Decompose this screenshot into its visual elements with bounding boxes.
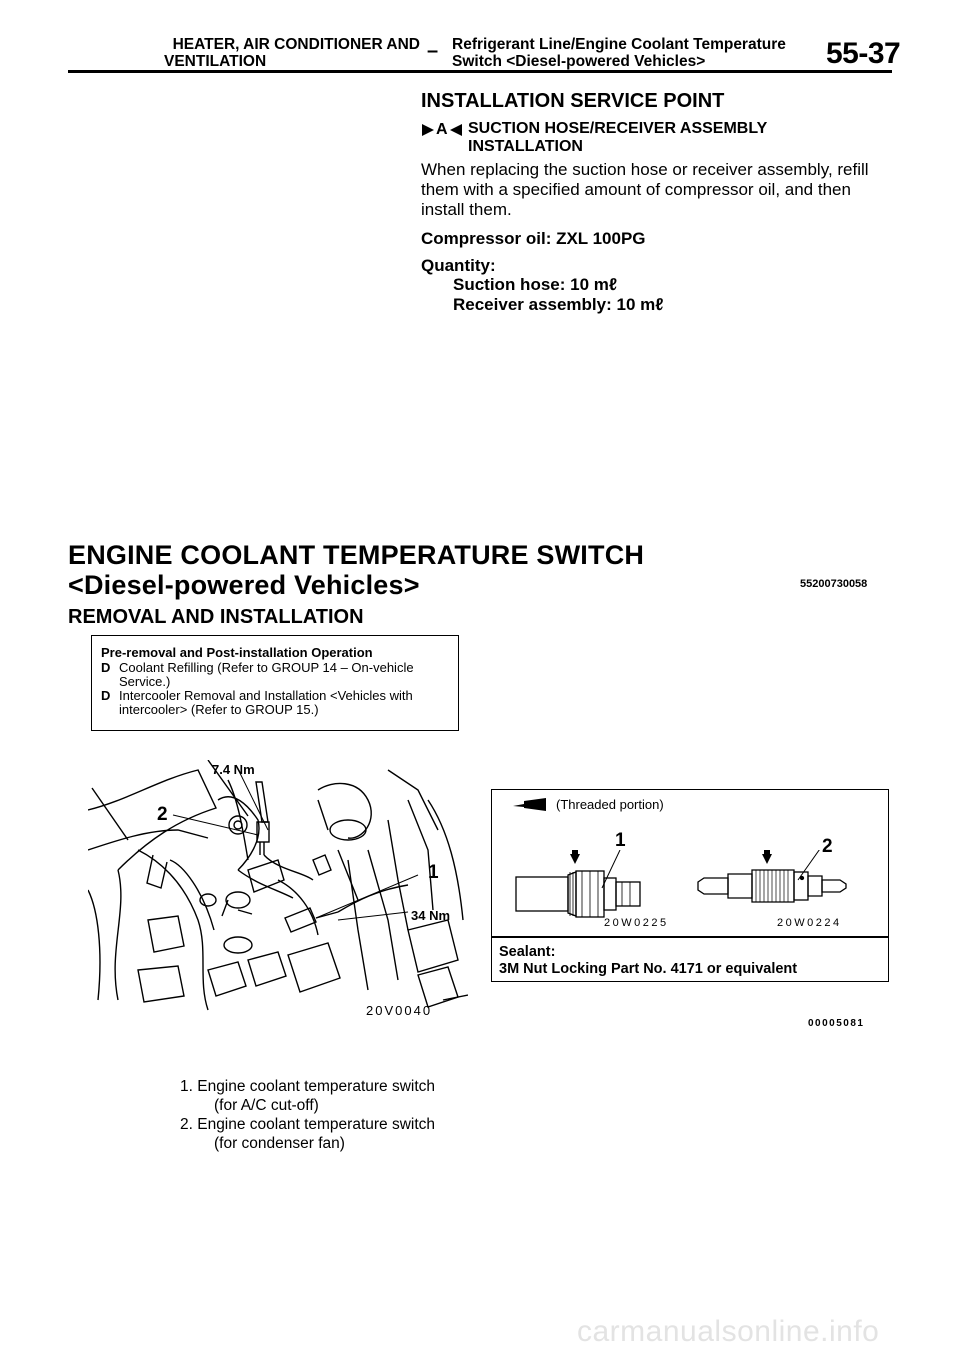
engine-callout-2: 2 bbox=[157, 804, 168, 825]
service-point-subtitle bbox=[468, 120, 767, 156]
service-point-letter: A bbox=[436, 121, 448, 138]
sealant-spec: 3M Nut Locking Part No. 4171 or equivalent bbox=[499, 961, 798, 977]
switch-1-code: 20W0225 bbox=[604, 917, 669, 929]
section-title-line2: <Diesel-powered Vehicles> bbox=[68, 570, 420, 600]
header-right-line2: Switch <Diesel-powered Vehicles> bbox=[452, 53, 706, 70]
page-number: 55-37 bbox=[826, 37, 901, 70]
legend-item-2-sub: (for condenser fan) bbox=[214, 1135, 345, 1152]
threaded-portion-label: (Threaded portion) bbox=[556, 797, 664, 812]
quantity-label: Quantity: bbox=[421, 256, 496, 275]
watermark: carmanualsonline.info bbox=[577, 1315, 880, 1348]
operation-item-1-line2: Service.) bbox=[119, 674, 171, 689]
triangle-left-icon bbox=[449, 123, 463, 137]
figure-code: 00005081 bbox=[808, 1018, 865, 1029]
engine-callout-1: 1 bbox=[428, 862, 439, 883]
legend-item-1-sub: (for A/C cut-off) bbox=[214, 1097, 319, 1114]
operation-item-2-line1: Intercooler Removal and Installation <Vehicles with bbox=[119, 688, 413, 703]
header-right bbox=[452, 36, 812, 70]
para-line1: When replacing the suction hose or receiver assembly, refill bbox=[421, 160, 869, 179]
legend-item-2: 2. Engine coolant temperature switch bbox=[180, 1116, 436, 1133]
operation-title: Pre-removal and Post-installation Operation bbox=[101, 645, 373, 660]
operation-item-2 bbox=[101, 689, 458, 717]
header-rule bbox=[68, 70, 892, 73]
header-right-line1: Refrigerant Line/Engine Coolant Temperature bbox=[452, 36, 786, 53]
header-dash: – bbox=[427, 40, 439, 62]
legend bbox=[180, 1077, 435, 1153]
triangle-right-icon bbox=[421, 123, 435, 137]
service-point-title: INSTALLATION SERVICE POINT bbox=[421, 90, 725, 112]
bullet-mark: D bbox=[101, 660, 111, 675]
operation-box bbox=[91, 635, 459, 731]
service-point-subtitle-line1: SUCTION HOSE/RECEIVER ASSEMBLY bbox=[468, 120, 768, 137]
sealant-icon bbox=[512, 795, 548, 813]
quantity-receiver: Receiver assembly: 10 mℓ bbox=[453, 295, 664, 314]
operation-item-1-text bbox=[119, 661, 414, 689]
detail-divider bbox=[491, 936, 889, 938]
para-line3: install them. bbox=[421, 200, 512, 219]
quantity-suction: Suction hose: 10 mℓ bbox=[453, 275, 618, 294]
torque-top-label: 7.4 Nm bbox=[212, 762, 255, 777]
switch-2-code: 20W0224 bbox=[777, 917, 842, 929]
section-code: 55200730058 bbox=[800, 578, 868, 590]
operation-item-1-line1: Coolant Refilling (Refer to GROUP 14 – On-vehicle bbox=[119, 660, 414, 675]
detail-callout-1: 1 bbox=[615, 830, 626, 851]
compressor-oil: Compressor oil: ZXL 100PG bbox=[421, 229, 646, 248]
switch-1-drawing bbox=[512, 850, 662, 920]
service-point-paragraph bbox=[421, 160, 893, 220]
operation-item-1 bbox=[101, 661, 458, 689]
switch-2-drawing bbox=[694, 850, 864, 920]
header-left-line1: HEATER, AIR CONDITIONER AND bbox=[172, 36, 420, 53]
detail-callout-2: 2 bbox=[822, 836, 833, 857]
operation-item-2-text bbox=[119, 689, 413, 717]
torque-mid-label: 34 Nm bbox=[411, 908, 451, 923]
bullet-mark: D bbox=[101, 688, 111, 703]
section-title bbox=[68, 540, 644, 600]
service-point-marker bbox=[421, 121, 463, 139]
legend-item-1: 1. Engine coolant temperature switch bbox=[180, 1078, 436, 1095]
header-left bbox=[158, 36, 420, 70]
para-line2: them with a specified amount of compressor oil, and then bbox=[421, 180, 851, 199]
service-point-subtitle-line2: INSTALLATION bbox=[468, 138, 583, 155]
sealant-label: Sealant: bbox=[499, 944, 556, 960]
engine-illustration bbox=[88, 760, 468, 1030]
operation-item-2-line2: intercooler> (Refer to GROUP 15.) bbox=[119, 702, 319, 717]
section-title-line1: ENGINE COOLANT TEMPERATURE SWITCH bbox=[68, 540, 645, 570]
header-left-line2: VENTILATION bbox=[164, 53, 267, 70]
section-subtitle: REMOVAL AND INSTALLATION bbox=[68, 606, 364, 628]
engine-figure-code: 20V0040 bbox=[366, 1003, 433, 1018]
